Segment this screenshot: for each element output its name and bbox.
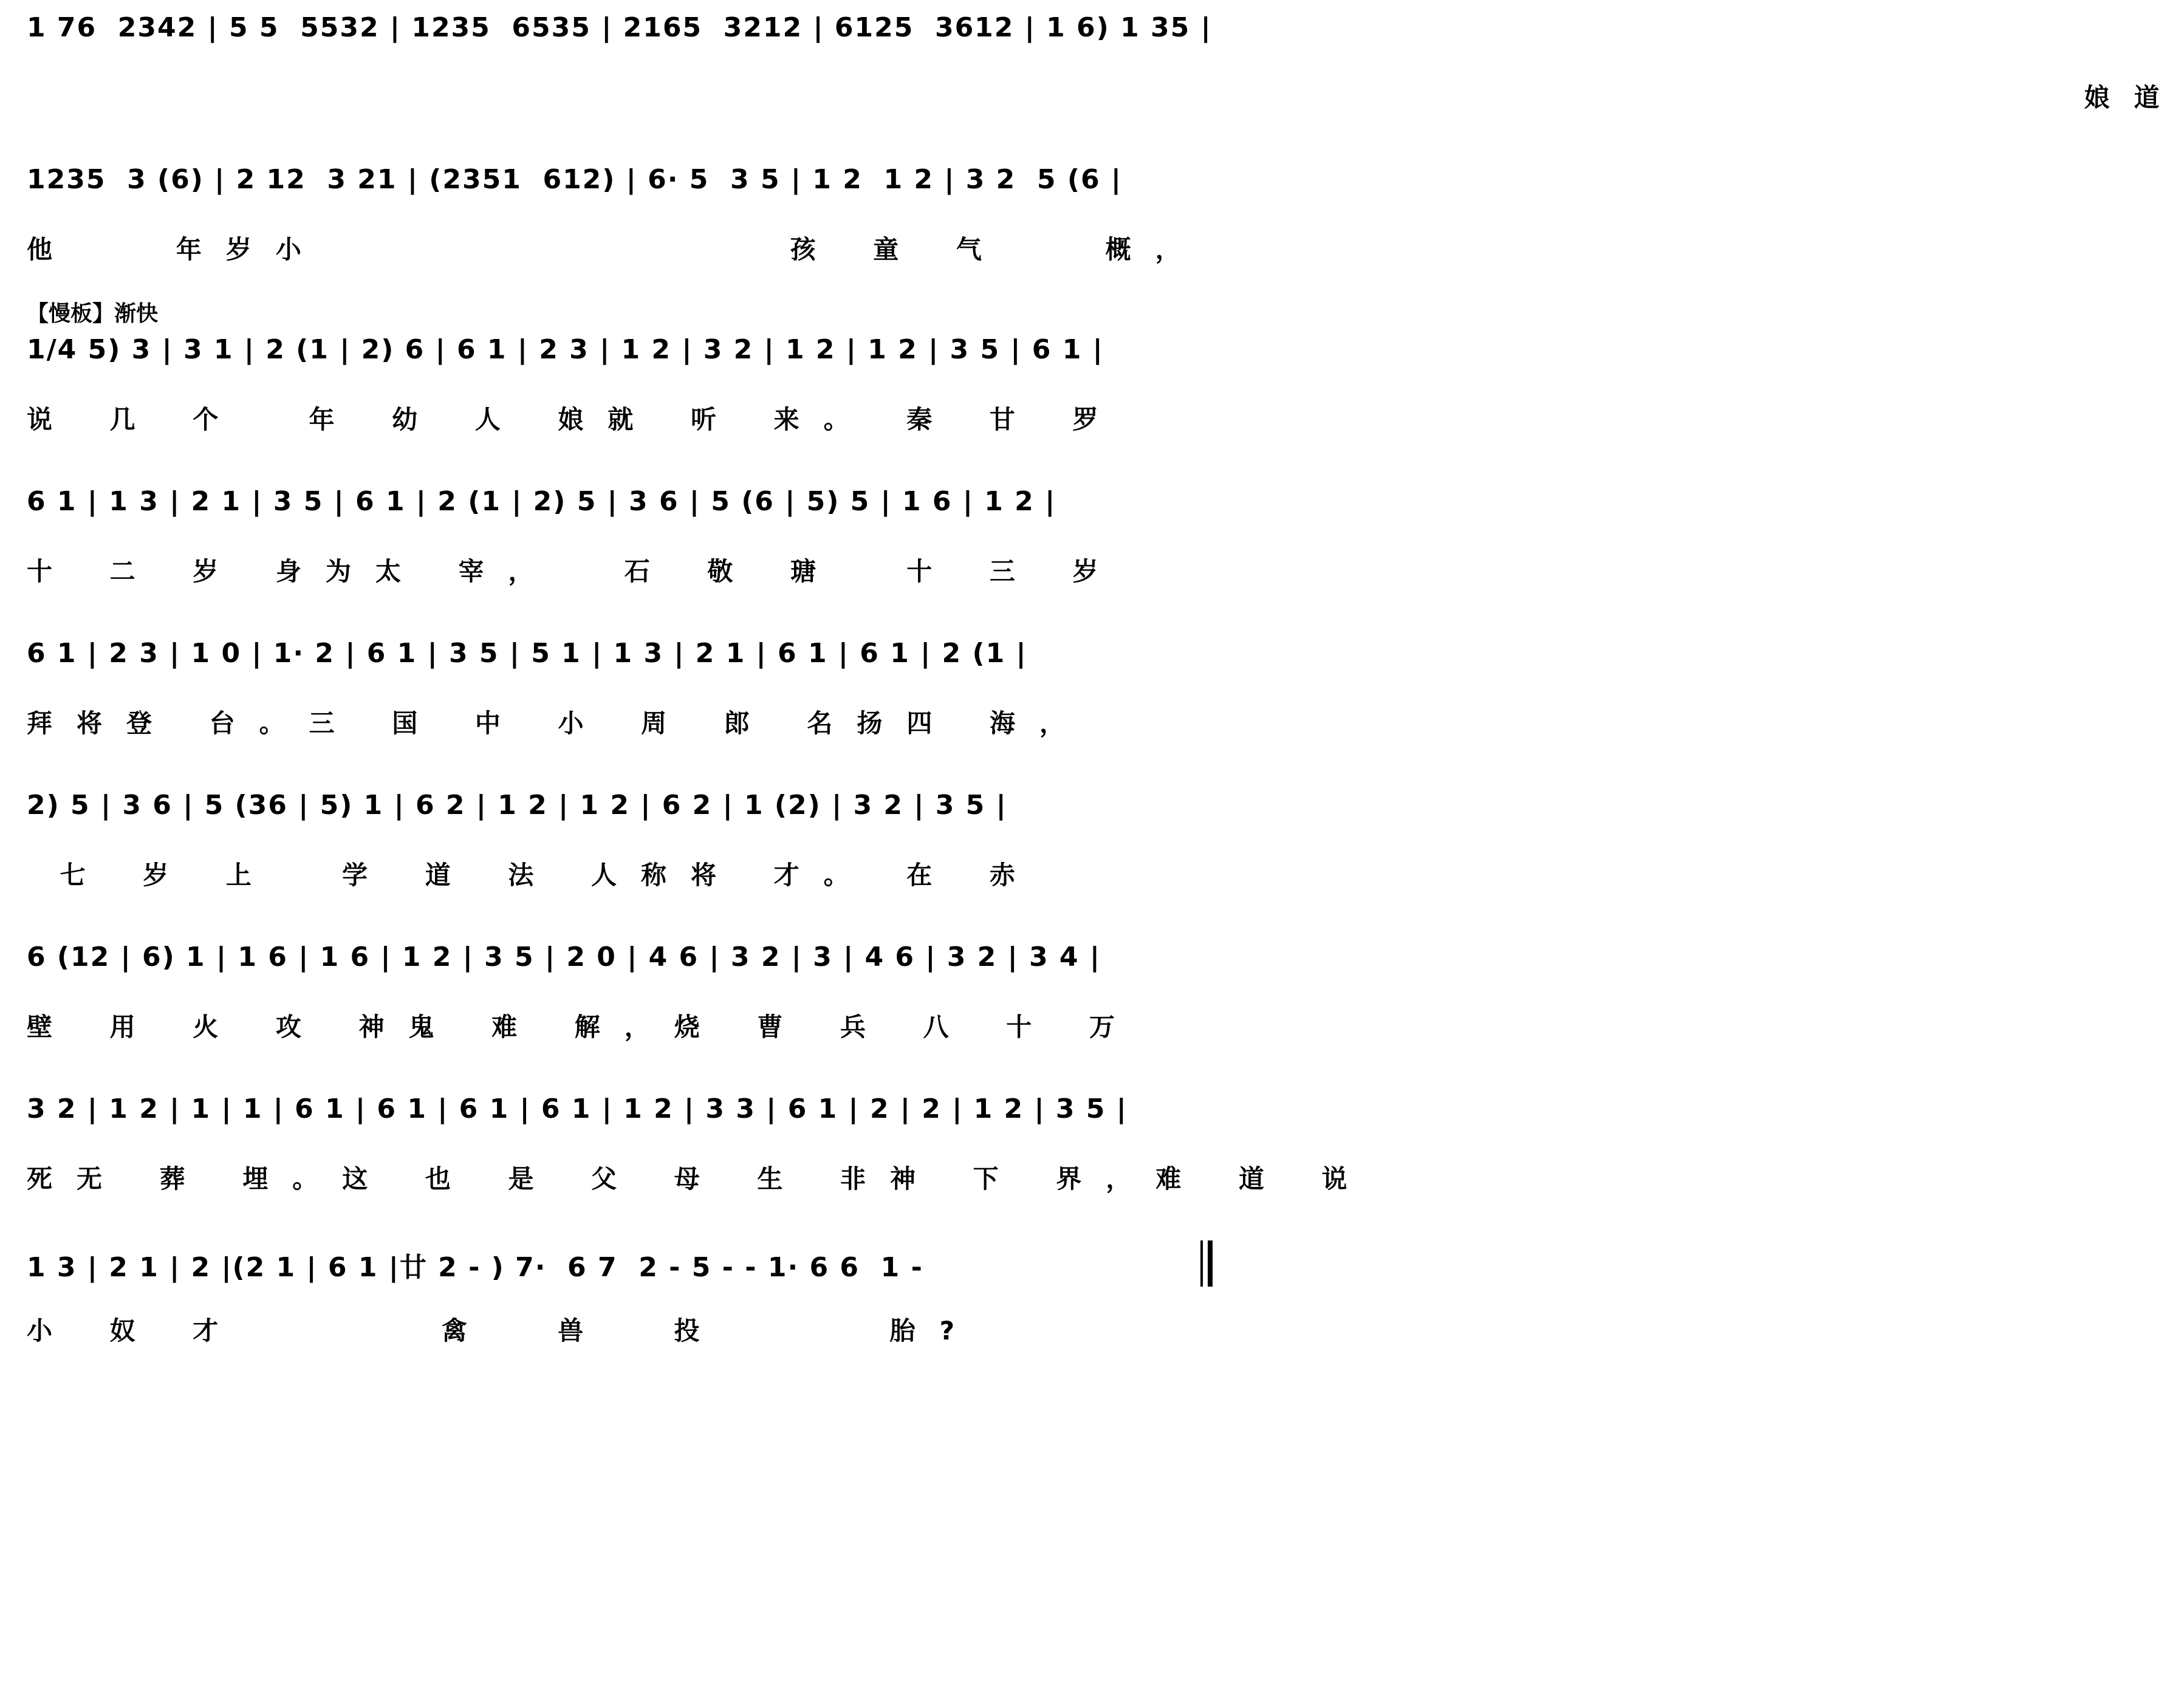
lyric-line: 说 几 个 年 幼 人 娘就 听 来。 秦 甘 罗: [27, 405, 1123, 434]
score-system-1: [27, 12, 2184, 158]
final-barline: [1200, 1240, 1213, 1287]
lyric-line: 娘道: [27, 83, 2184, 112]
score-system-4: [27, 486, 1213, 632]
lyric-line: 小 奴 才 禽 兽 投 胎?: [27, 1316, 979, 1346]
score-system-5: [27, 638, 1213, 784]
lyric-line: 十 二 岁 身为太 宰， 石 敬 瑭 十 三 岁: [27, 556, 1123, 586]
lyric-line: 七 岁 上 学 道 法 人称将 才。 在 赤: [27, 860, 1039, 890]
notation-line: 6 1 | 2 3 | 1 0 | 1· 2 | 6 1 | 3 5 | 5 1 | 1 3 | 2 1 | 6 1 | 6 1 | 2 (1 |: [27, 638, 1027, 669]
lyric-line: 壁 用 火 攻 神鬼 难 解，烧 曹 兵 八 十 万: [27, 1012, 1139, 1042]
score-system-2: [27, 164, 1213, 310]
tempo-marking: 【慢板】渐快: [27, 301, 159, 326]
notation-line: 1 76 2342 | 5 5 5532 | 1235 6535 | 2165 3212 | 6125 3612 | 1 6) 1 35 |: [27, 12, 1212, 43]
notation-line: 2) 5 | 3 6 | 5 (36 | 5) 1 | 6 2 | 1 2 | 1 2 | 6 2 | 1 (2) | 3 2 | 3 5 |: [27, 790, 1007, 821]
notation-line: 1 3 | 2 1 | 2 |(2 1 | 6 1 |廿 2 - ) 7· 6 7 2 - 5 - - 1· 6 6 1 -: [27, 1252, 923, 1283]
lyric-line: 拜将登 台。三 国 中 小 周 郎 名扬四 海，: [27, 708, 1089, 738]
score-system-8: [27, 1093, 1372, 1239]
notation-line: 6 (12 | 6) 1 | 1 6 | 1 6 | 1 2 | 3 5 | 2 0 | 4 6 | 3 2 | 3 | 4 6 | 3 2 | 3 4 |: [27, 942, 1101, 973]
score-system-3: [27, 301, 1213, 480]
notation-line: 6 1 | 1 3 | 2 1 | 3 5 | 6 1 | 2 (1 | 2) 5 | 3 6 | 5 (6 | 5) 5 | 1 6 | 1 2 |: [27, 486, 1056, 517]
notation-line: 1/4 5) 3 | 3 1 | 2 (1 | 2) 6 | 6 1 | 2 3 | 1 2 | 3 2 | 1 2 | 1 2 | 3 5 | 6 1 |: [27, 334, 1104, 365]
notation-line: 3 2 | 1 2 | 1 | 1 | 6 1 | 6 1 | 6 1 | 6 1 | 1 2 | 3 3 | 6 1 | 2 | 2 | 1 2 | 3 5 |: [27, 1093, 1128, 1124]
lyric-line: 死无 葬 埋。这 也 是 父 母 生 非神 下 界，难 道 说: [27, 1164, 1372, 1194]
notation-line: 1235 3 (6) | 2 12 3 21 | (2351 612) | 6· 5 3 5 | 1 2 1 2 | 3 2 5 (6 |: [27, 164, 1122, 195]
score-system-9: [27, 1245, 1213, 1391]
score-system-7: [27, 942, 1213, 1087]
score-system-6: [27, 790, 1213, 936]
lyric-line: 他 年岁小 孩 童 气 概，: [27, 234, 1205, 264]
